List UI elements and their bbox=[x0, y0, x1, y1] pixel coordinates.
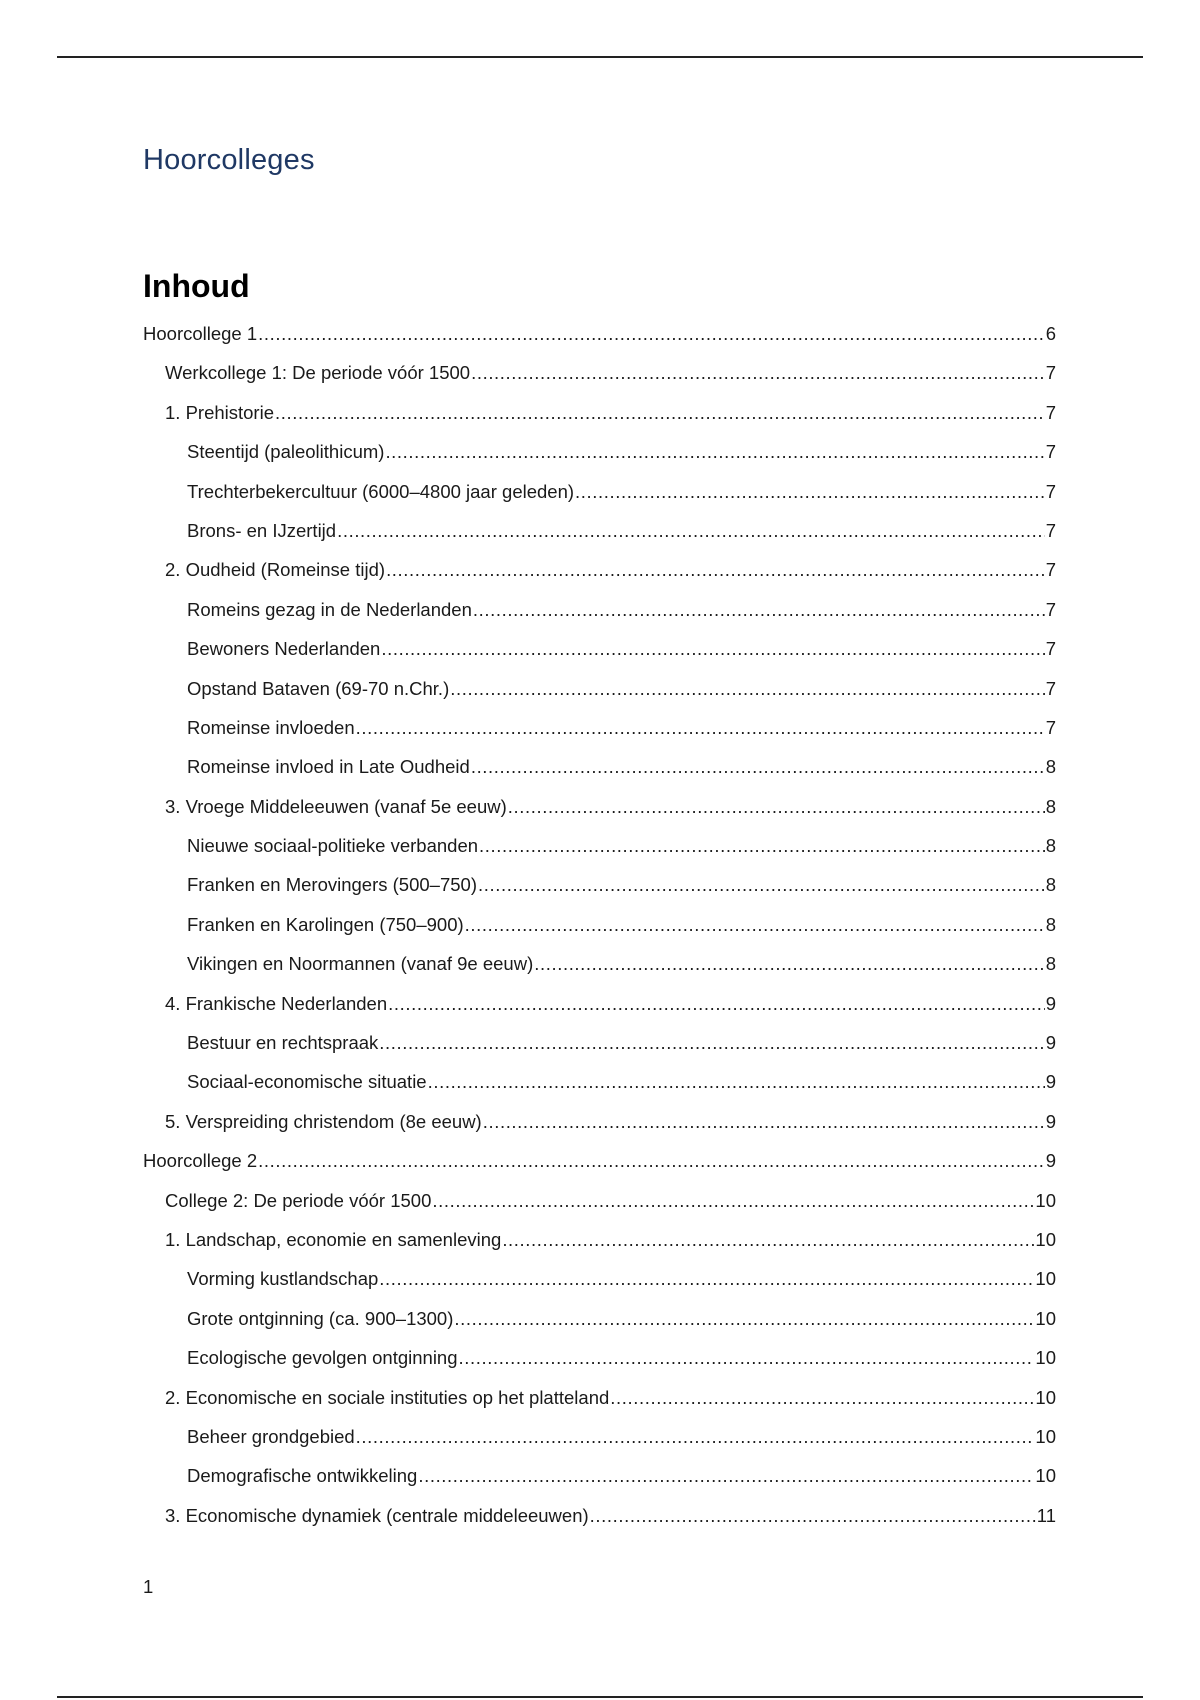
toc-entry-label: Steentijd (paleolithicum) bbox=[187, 441, 385, 463]
footer-rule bbox=[57, 1696, 1143, 1698]
toc-entry-page: 10 bbox=[1035, 1268, 1056, 1290]
toc-dot-leader bbox=[471, 747, 1045, 786]
toc-entry-page: 10 bbox=[1035, 1465, 1056, 1487]
toc-entry-label: Romeinse invloed in Late Oudheid bbox=[187, 756, 470, 778]
toc-entry-label: Bewoners Nederlanden bbox=[187, 638, 381, 660]
toc-entry-label: Franken en Karolingen (750–900) bbox=[187, 913, 464, 935]
toc-dot-leader bbox=[465, 905, 1045, 944]
toc-dot-leader bbox=[610, 1378, 1034, 1417]
toc-entry-label: Grote ontginning (ca. 900–1300) bbox=[187, 1307, 454, 1329]
toc-entry-label: Nieuwe sociaal-politieke verbanden bbox=[187, 835, 479, 857]
toc-dot-leader bbox=[379, 1259, 1034, 1298]
toc-entry-page: 7 bbox=[1045, 480, 1056, 502]
toc-entry-label: Werkcollege 1: De periode vóór 1500 bbox=[165, 362, 471, 384]
toc-dot-leader bbox=[575, 472, 1045, 511]
toc-dot-leader bbox=[337, 511, 1045, 550]
toc-entry[interactable] bbox=[143, 629, 1056, 668]
toc-entry-page: 10 bbox=[1035, 1347, 1056, 1369]
toc-entry[interactable] bbox=[143, 472, 1056, 511]
toc-entry-page: 9 bbox=[1045, 992, 1056, 1014]
toc-entry[interactable] bbox=[143, 1062, 1056, 1101]
toc-entry-page: 8 bbox=[1045, 795, 1056, 817]
toc-entry-label: Trechterbekercultuur (6000–4800 jaar geleden) bbox=[187, 480, 575, 502]
header-rule bbox=[57, 56, 1143, 58]
page-number: 1 bbox=[143, 1576, 154, 1597]
toc-entry-label: 3. Economische dynamiek (centrale middeleeuwen) bbox=[165, 1504, 589, 1526]
toc-dot-leader bbox=[432, 1181, 1034, 1220]
toc-entry[interactable] bbox=[143, 1220, 1056, 1259]
toc-dot-leader bbox=[385, 432, 1044, 471]
toc-entry[interactable] bbox=[143, 708, 1056, 747]
toc-entry[interactable] bbox=[143, 1378, 1056, 1417]
toc-entry-page: 7 bbox=[1045, 716, 1056, 738]
toc-dot-leader bbox=[356, 708, 1045, 747]
toc-entry-label: Vikingen en Noormannen (vanaf 9e eeuw) bbox=[187, 953, 534, 975]
toc-entry-page: 8 bbox=[1045, 953, 1056, 975]
toc-dot-leader bbox=[479, 826, 1045, 865]
toc-dot-leader bbox=[258, 1141, 1045, 1180]
toc-dot-leader bbox=[508, 787, 1045, 826]
toc-entry[interactable] bbox=[143, 1299, 1056, 1338]
toc-entry-page: 9 bbox=[1045, 1110, 1056, 1132]
toc-dot-leader bbox=[471, 353, 1045, 392]
toc-entry-label: Ecologische gevolgen ontginning bbox=[187, 1347, 458, 1369]
toc-entry[interactable] bbox=[143, 1023, 1056, 1062]
toc-entry-page: 8 bbox=[1045, 756, 1056, 778]
toc-dot-leader bbox=[258, 314, 1045, 353]
toc-entry[interactable] bbox=[143, 944, 1056, 983]
toc-entry-page: 10 bbox=[1035, 1228, 1056, 1250]
toc-entry-label: Demografische ontwikkeling bbox=[187, 1465, 418, 1487]
toc-entry[interactable] bbox=[143, 1496, 1056, 1535]
toc-entry-page: 7 bbox=[1045, 559, 1056, 581]
toc-entry-label: 1. Landschap, economie en samenleving bbox=[165, 1228, 502, 1250]
toc-dot-leader bbox=[379, 1023, 1044, 1062]
toc-entry-page: 7 bbox=[1045, 441, 1056, 463]
toc-entry-page: 6 bbox=[1045, 323, 1056, 344]
toc-entry-label: 2. Oudheid (Romeinse tijd) bbox=[165, 559, 386, 581]
toc-entry[interactable] bbox=[143, 393, 1056, 432]
toc-entry-label: 3. Vroege Middeleeuwen (vanaf 5e eeuw) bbox=[165, 795, 507, 817]
toc-entry-page: 10 bbox=[1035, 1189, 1056, 1211]
toc-entry-page: 7 bbox=[1045, 598, 1056, 620]
toc-entry[interactable] bbox=[143, 590, 1056, 629]
toc-dot-leader bbox=[590, 1496, 1036, 1535]
toc-entry-page: 9 bbox=[1045, 1071, 1056, 1093]
toc-entry-page: 10 bbox=[1035, 1425, 1056, 1447]
toc-entry[interactable] bbox=[143, 511, 1056, 550]
toc-entry-page: 7 bbox=[1045, 362, 1056, 384]
document-title: Hoorcolleges bbox=[143, 144, 315, 176]
toc-entry-page: 8 bbox=[1045, 874, 1056, 896]
toc-entry[interactable] bbox=[143, 1181, 1056, 1220]
toc-entry-label: Franken en Merovingers (500–750) bbox=[187, 874, 477, 896]
toc-entry[interactable] bbox=[143, 353, 1056, 392]
toc-entry-label: College 2: De periode vóór 1500 bbox=[165, 1189, 432, 1211]
toc-entry-label: 5. Verspreiding christendom (8e eeuw) bbox=[165, 1110, 482, 1132]
toc-entry[interactable] bbox=[143, 550, 1056, 589]
toc-dot-leader bbox=[386, 550, 1045, 589]
toc-dot-leader bbox=[483, 1102, 1045, 1141]
toc-entry-page: 8 bbox=[1045, 913, 1056, 935]
toc-entry[interactable] bbox=[143, 1456, 1056, 1495]
toc-entry[interactable] bbox=[143, 1141, 1056, 1180]
toc-dot-leader bbox=[381, 629, 1044, 668]
table-of-contents bbox=[143, 314, 1056, 1535]
toc-dot-leader bbox=[534, 944, 1044, 983]
toc-dot-leader bbox=[418, 1456, 1034, 1495]
toc-entry[interactable] bbox=[143, 826, 1056, 865]
toc-entry-page: 7 bbox=[1045, 401, 1056, 423]
toc-entry-page: 11 bbox=[1036, 1504, 1056, 1526]
toc-dot-leader bbox=[450, 669, 1044, 708]
toc-entry[interactable] bbox=[143, 787, 1056, 826]
toc-entry-label: 1. Prehistorie bbox=[165, 401, 274, 423]
toc-entry-label: Hoorcollege 1 bbox=[143, 323, 258, 344]
toc-entry-label: Hoorcollege 2 bbox=[143, 1150, 258, 1172]
toc-heading: Inhoud bbox=[143, 268, 250, 304]
toc-dot-leader bbox=[459, 1338, 1035, 1377]
toc-dot-leader bbox=[454, 1299, 1034, 1338]
toc-entry[interactable] bbox=[143, 865, 1056, 904]
toc-entry-label: Vorming kustlandschap bbox=[187, 1268, 379, 1290]
toc-entry-page: 8 bbox=[1045, 835, 1056, 857]
toc-dot-leader bbox=[428, 1062, 1045, 1101]
toc-entry[interactable] bbox=[143, 1259, 1056, 1298]
toc-entry-page: 7 bbox=[1045, 677, 1056, 699]
toc-dot-leader bbox=[275, 393, 1045, 432]
toc-dot-leader bbox=[356, 1417, 1035, 1456]
toc-entry-page: 7 bbox=[1045, 519, 1056, 541]
toc-entry[interactable] bbox=[143, 747, 1056, 786]
toc-entry-label: Opstand Bataven (69-70 n.Chr.) bbox=[187, 677, 450, 699]
toc-entry-page: 9 bbox=[1045, 1032, 1056, 1054]
toc-entry[interactable] bbox=[143, 669, 1056, 708]
toc-entry-page: 9 bbox=[1045, 1150, 1056, 1172]
toc-dot-leader bbox=[478, 865, 1045, 904]
toc-entry-label: Bestuur en rechtspraak bbox=[187, 1032, 379, 1054]
toc-entry-label: Romeinse invloeden bbox=[187, 716, 355, 738]
toc-entry-page: 7 bbox=[1045, 638, 1056, 660]
toc-entry[interactable] bbox=[143, 1417, 1056, 1456]
toc-entry[interactable] bbox=[143, 432, 1056, 471]
toc-dot-leader bbox=[473, 590, 1045, 629]
toc-dot-leader bbox=[502, 1220, 1034, 1259]
toc-entry-label: Romeins gezag in de Nederlanden bbox=[187, 598, 472, 620]
toc-dot-leader bbox=[388, 984, 1045, 1023]
toc-entry[interactable] bbox=[143, 1102, 1056, 1141]
toc-entry-label: Sociaal-economische situatie bbox=[187, 1071, 427, 1093]
toc-entry[interactable] bbox=[143, 314, 1056, 353]
toc-entry-label: 4. Frankische Nederlanden bbox=[165, 992, 388, 1014]
toc-entry-page: 10 bbox=[1035, 1386, 1056, 1408]
toc-entry-label: Beheer grondgebied bbox=[187, 1425, 355, 1447]
toc-entry-label: 2. Economische en sociale instituties op het platteland bbox=[165, 1386, 610, 1408]
toc-entry[interactable] bbox=[143, 984, 1056, 1023]
toc-entry[interactable] bbox=[143, 905, 1056, 944]
toc-entry[interactable] bbox=[143, 1338, 1056, 1377]
toc-entry-page: 10 bbox=[1035, 1307, 1056, 1329]
toc-entry-label: Brons- en IJzertijd bbox=[187, 519, 337, 541]
